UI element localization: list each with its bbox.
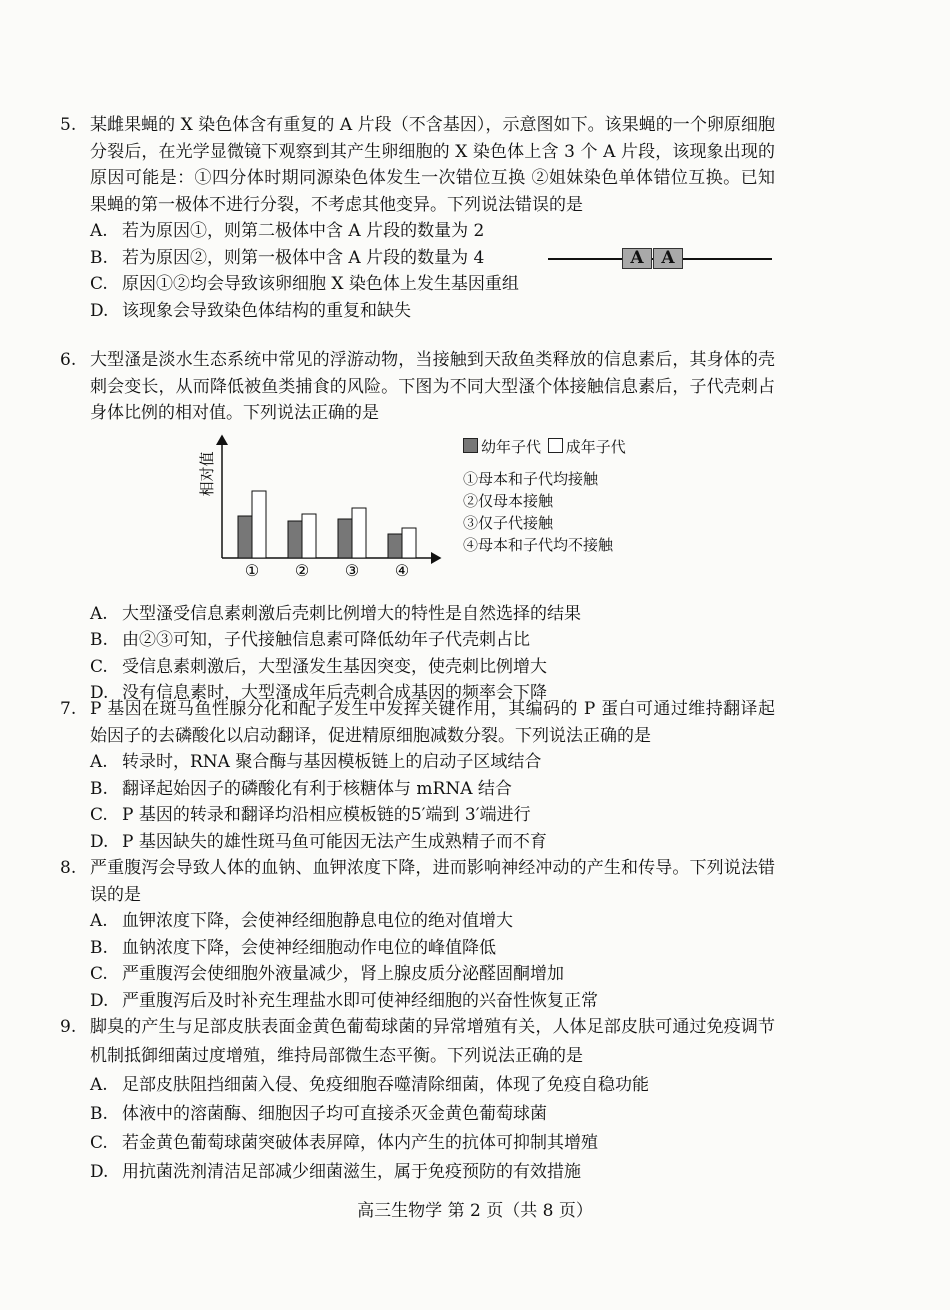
legend-note: ③仅子代接触 — [463, 514, 554, 532]
option-letter: A. — [90, 603, 108, 624]
question-8 — [60, 855, 775, 1014]
option-text: P 基因的转录和翻译均沿相应模板链的5′端到 3′端进行 — [122, 805, 531, 825]
x-tick-label: ② — [294, 561, 310, 580]
option-d — [90, 988, 775, 1015]
option-b — [90, 1100, 775, 1129]
question-stem: P 基因在斑马鱼性腺分化和配子发生中发挥关键作用，其编码的 P 蛋白可通过维持翻译起始因子的去磷酸化以启动翻译，促进精原细胞减数分裂。下列说法正确的是 — [90, 699, 775, 746]
option-c — [90, 1129, 775, 1158]
bar-adult-2 — [302, 514, 316, 558]
option-text: 足部皮肤阻挡细菌入侵、免疫细胞吞噬清除细菌，体现了免疫自稳功能 — [122, 1075, 649, 1095]
option-a — [90, 908, 775, 935]
tick-labels — [245, 561, 409, 580]
bars-group — [238, 491, 416, 558]
option-list — [60, 601, 775, 707]
option-letter: A. — [90, 911, 108, 931]
option-text: 原因①②均会导致该卵细胞 X 染色体上发生基因重组 — [122, 274, 519, 294]
legend-label: 成年子代 — [565, 438, 626, 456]
question-number: 7. — [60, 699, 77, 719]
option-d — [90, 298, 775, 325]
question-stem: 脚臭的产生与足部皮肤表面金黄色葡萄球菌的异常增殖有关，人体足部皮肤可通过免疫调节机制抵御细菌过度增殖，维持局部微生态平衡。下列说法正确的是 — [90, 1017, 775, 1066]
option-text: 受信息素刺激后，大型溞发生基因突变，使壳刺比例增大 — [122, 656, 547, 677]
option-letter: B. — [90, 778, 108, 799]
option-letter: D. — [90, 990, 109, 1011]
question-stem: 严重腹泻会导致人体的血钠、血钾浓度下降，进而影响神经冲动的产生和传导。下列说法错误的是 — [90, 858, 775, 905]
option-text: 血钾浓度下降，会使神经细胞静息电位的绝对值增大 — [122, 911, 513, 931]
question-number: 6. — [60, 350, 77, 370]
option-c — [90, 961, 775, 988]
x-tick-label: ③ — [344, 561, 360, 580]
page-footer: 高三生物学 第 2 页（共 8 页） — [357, 1201, 593, 1221]
question-stem: 大型溞是淡水生态系统中常见的浮游动物，当接触到天敌鱼类释放的信息素后，其身体的壳刺会变长，从而降低被鱼类捕食的风险。下图为不同大型溞个体接触信息素后，子代壳刺占身体比例的相对值。下列说法正确的是 — [90, 350, 775, 423]
option-text: 体液中的溶菌酶、细胞因子均可直接杀灭金黄色葡萄球菌 — [122, 1104, 547, 1124]
question-stem: 某雌果蝇的 X 染色体含有重复的 A 片段（不含基因），示意图如下。该果蝇的一个卵原细胞分裂后，在光学显微镜下观察到其产生卵细胞的 X 染色体上含 3 个 A 片段，该现象出现的原因可能是：①四分体时期同源染色体发生一次错位互换 ②姐妹染色单体错位互换。已知果蝇的第一极体不进行分裂，不考虑其他变异。下列说法错误的是 — [90, 115, 775, 215]
x-tick-label: ④ — [394, 561, 410, 580]
option-text: 若为原因①，则第二极体中含 A 片段的数量为 2 — [122, 221, 485, 241]
x-tick-label: ① — [244, 561, 260, 580]
bar-adult-3 — [352, 508, 366, 558]
option-a — [90, 1071, 775, 1100]
option-c — [90, 271, 775, 298]
option-text: 转录时，RNA 聚合酶与基因模板链上的启动子区域结合 — [122, 752, 542, 772]
option-letter: B. — [90, 630, 108, 650]
option-text: P 基因缺失的雄性斑马鱼可能因无法产生成熟精子而不育 — [122, 831, 547, 852]
option-letter: A. — [90, 221, 108, 241]
option-text: 该现象会导致染色体结构的重复和缺失 — [122, 300, 411, 321]
option-text: 由②③可知，子代接触信息素可降低幼年子代壳刺占比 — [122, 630, 530, 650]
bar-juvenile-2 — [288, 521, 302, 558]
question-number: 8. — [60, 858, 77, 878]
option-text: 没有信息素时，大型溞成年后壳刺合成基因的频率会下降 — [122, 683, 547, 703]
bar-adult-4 — [402, 528, 416, 558]
a-segment: A — [622, 248, 652, 269]
option-text: 血钠浓度下降，会使神经细胞动作电位的峰值降低 — [122, 937, 496, 958]
option-letter: B. — [90, 1104, 108, 1124]
y-axis-label: 相对值 — [198, 451, 216, 497]
option-a — [90, 218, 775, 245]
option-text: 严重腹泻后及时补充生理盐水即可使神经细胞的兴奋性恢复正常 — [122, 990, 598, 1011]
bar-juvenile-1 — [238, 516, 252, 558]
bar-juvenile-4 — [388, 534, 402, 558]
option-letter: C. — [90, 805, 108, 825]
legend-note: ②仅母本接触 — [463, 492, 554, 510]
chromosome-diagram — [548, 247, 772, 271]
option-c — [90, 654, 775, 681]
option-letter: D. — [90, 683, 109, 703]
option-letter: C. — [90, 964, 108, 984]
option-c — [90, 802, 775, 829]
option-b — [90, 935, 775, 962]
option-text: 若为原因②，则第一极体中含 A 片段的数量为 4 — [122, 247, 485, 268]
a-segment: A — [653, 248, 683, 269]
option-letter: D. — [90, 300, 109, 321]
option-text: 严重腹泻会使细胞外液量减少，肾上腺皮质分泌醛固酮增加 — [122, 964, 564, 984]
option-a — [90, 749, 775, 776]
question-number: 5. — [60, 115, 77, 135]
option-text: 若金黄色葡萄球菌突破体表屏障，体内产生的抗体可抑制其增殖 — [122, 1133, 598, 1153]
option-letter: C. — [90, 656, 108, 677]
question-9 — [60, 1013, 775, 1187]
legend-swatch-adult — [548, 438, 563, 453]
option-letter: D. — [90, 1162, 109, 1182]
option-d — [90, 1158, 775, 1187]
option-letter: A. — [90, 1075, 108, 1095]
option-letter: C. — [90, 274, 108, 294]
option-letter: D. — [90, 831, 109, 852]
option-b — [90, 627, 775, 654]
question-5 — [60, 112, 775, 324]
chart-legend — [463, 436, 626, 556]
option-text: 大型溞受信息素刺激后壳刺比例增大的特性是自然选择的结果 — [122, 603, 581, 624]
option-letter: B. — [90, 247, 108, 268]
option-letter: B. — [90, 937, 108, 958]
option-a — [90, 601, 775, 628]
bar-chart — [200, 432, 450, 582]
bar-adult-1 — [252, 491, 266, 558]
legend-series — [463, 436, 626, 458]
option-text: 用抗菌洗剂清洁足部减少细菌滋生，属于免疫预防的有效措施 — [122, 1162, 581, 1182]
legend-note: ①母本和子代均接触 — [463, 470, 599, 488]
legend-swatch-juvenile — [463, 438, 478, 453]
option-letter: C. — [90, 1133, 108, 1153]
legend-note: ④母本和子代均不接触 — [463, 536, 614, 554]
option-b — [90, 776, 775, 803]
question-number: 9. — [60, 1017, 77, 1037]
question-7 — [60, 696, 775, 855]
option-letter: A. — [90, 752, 108, 772]
bar-juvenile-3 — [338, 519, 352, 558]
option-text: 翻译起始因子的磷酸化有利于核糖体与 mRNA 结合 — [122, 778, 512, 799]
option-d — [90, 829, 775, 856]
legend-label: 幼年子代 — [481, 438, 542, 456]
